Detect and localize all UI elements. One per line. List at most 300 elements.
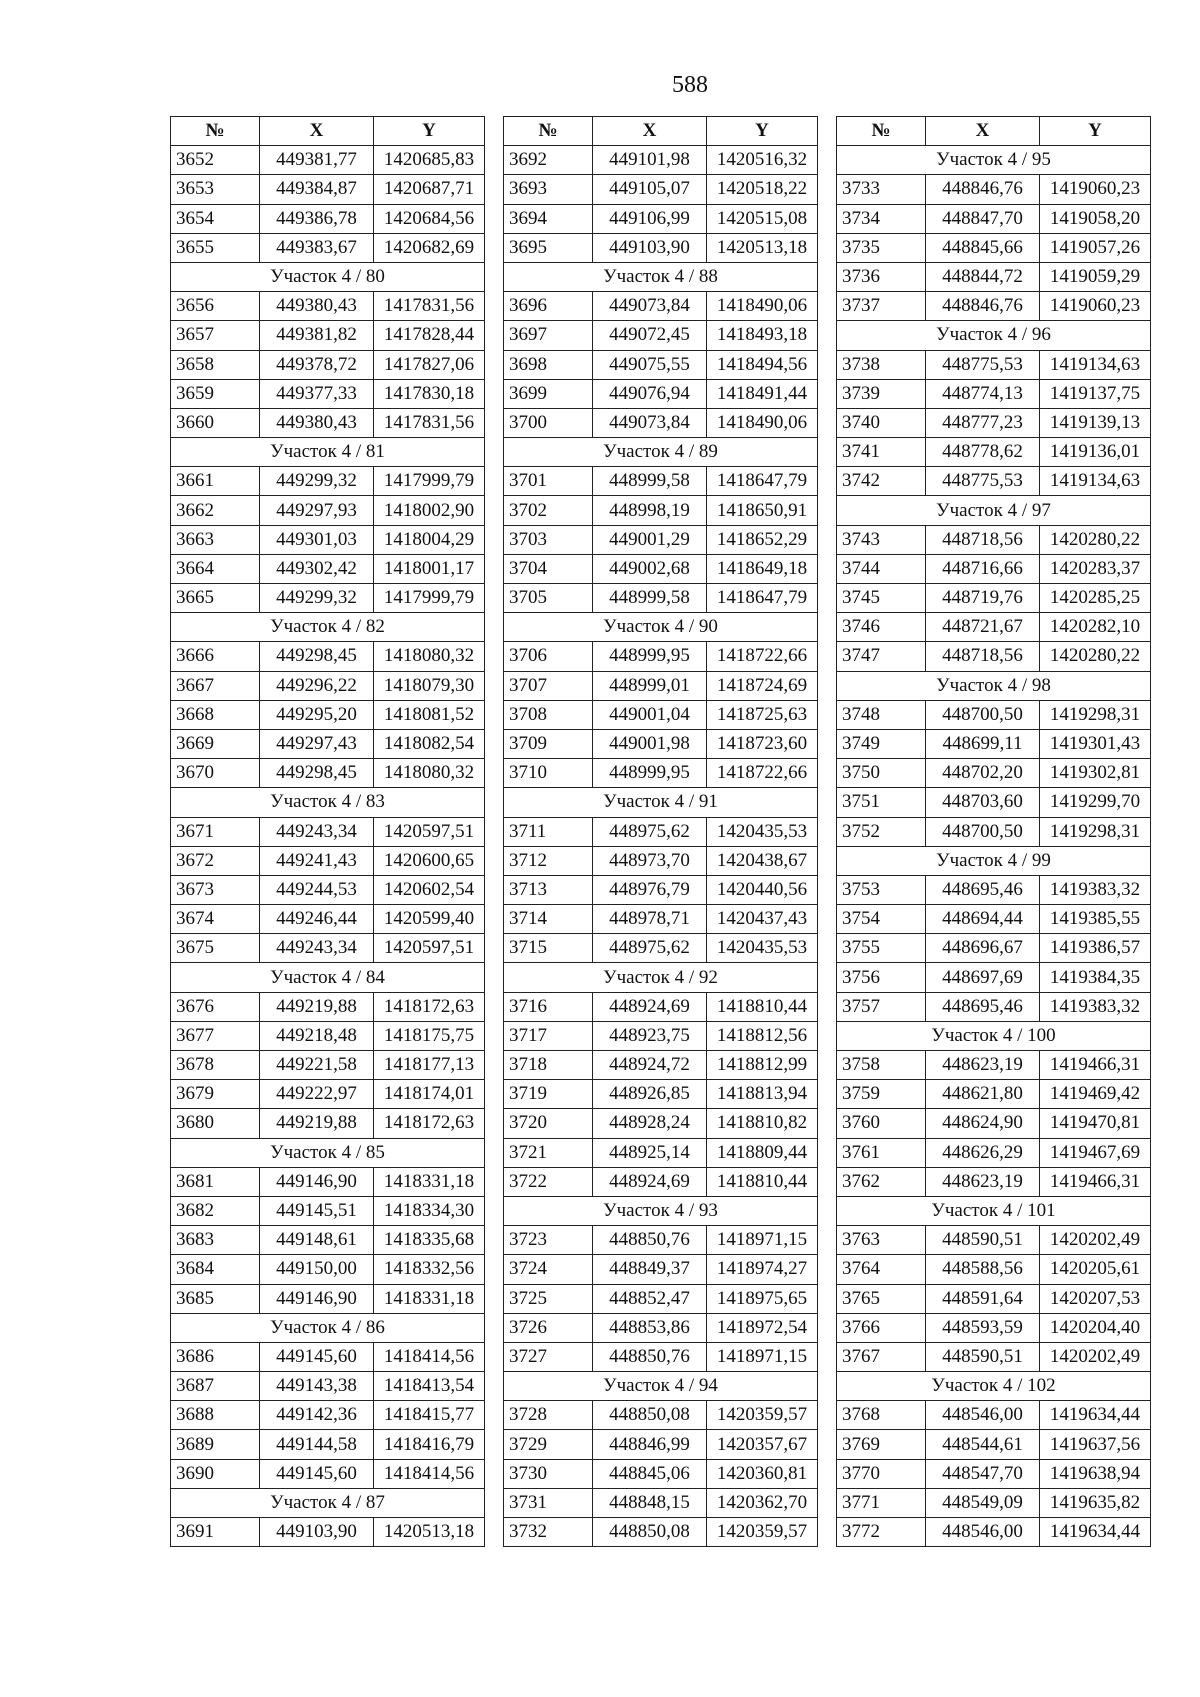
y-coordinate: 1418415,77 (374, 1401, 485, 1430)
table-row (837, 788, 1151, 817)
x-coordinate: 449386,78 (260, 204, 374, 233)
point-number: 3661 (171, 467, 260, 496)
y-coordinate: 1420440,56 (707, 875, 818, 904)
section-title: Участок 4 / 101 (837, 1196, 1151, 1225)
point-number: 3691 (171, 1518, 260, 1547)
point-number: 3750 (837, 759, 926, 788)
table-row (171, 1430, 485, 1459)
x-coordinate: 448845,66 (926, 233, 1040, 262)
x-coordinate: 449384,87 (260, 175, 374, 204)
x-coordinate: 449146,90 (260, 1167, 374, 1196)
table-row (837, 700, 1151, 729)
point-number: 3769 (837, 1430, 926, 1459)
point-number: 3725 (504, 1284, 593, 1313)
table-row (504, 321, 818, 350)
point-number: 3697 (504, 321, 593, 350)
table-row (171, 759, 485, 788)
point-number: 3663 (171, 525, 260, 554)
x-coordinate: 448850,08 (593, 1518, 707, 1547)
y-coordinate: 1418001,17 (374, 554, 485, 583)
section-title: Участок 4 / 96 (837, 321, 1151, 350)
x-coordinate: 448973,70 (593, 846, 707, 875)
x-coordinate: 448703,60 (926, 788, 1040, 817)
section-title: Участок 4 / 81 (171, 438, 485, 467)
x-coordinate: 448850,08 (593, 1401, 707, 1430)
table-row (504, 700, 818, 729)
table-row (837, 379, 1151, 408)
point-number: 3652 (171, 146, 260, 175)
point-number: 3722 (504, 1167, 593, 1196)
table-row (837, 554, 1151, 583)
table-row (837, 613, 1151, 642)
x-coordinate: 449001,04 (593, 700, 707, 729)
point-number: 3673 (171, 875, 260, 904)
x-coordinate: 449075,55 (593, 350, 707, 379)
y-coordinate: 1419634,44 (1040, 1401, 1151, 1430)
table-row (504, 525, 818, 554)
y-coordinate: 1417830,18 (374, 379, 485, 408)
table-row (504, 992, 818, 1021)
y-coordinate: 1418174,01 (374, 1080, 485, 1109)
header-row (504, 117, 818, 146)
y-coordinate: 1420435,53 (707, 934, 818, 963)
table-row (837, 759, 1151, 788)
point-number: 3754 (837, 905, 926, 934)
y-coordinate: 1418813,94 (707, 1080, 818, 1109)
section-title: Участок 4 / 102 (837, 1372, 1151, 1401)
section-row (504, 262, 818, 291)
point-number: 3738 (837, 350, 926, 379)
point-number: 3749 (837, 729, 926, 758)
section-row (171, 1138, 485, 1167)
y-coordinate: 1418971,15 (707, 1226, 818, 1255)
y-coordinate: 1419470,81 (1040, 1109, 1151, 1138)
table-row (837, 729, 1151, 758)
y-coordinate: 1418810,44 (707, 1167, 818, 1196)
y-coordinate: 1420359,57 (707, 1401, 818, 1430)
point-number: 3707 (504, 671, 593, 700)
x-coordinate: 448923,75 (593, 1021, 707, 1050)
y-coordinate: 1419058,20 (1040, 204, 1151, 233)
point-number: 3672 (171, 846, 260, 875)
table-row (504, 350, 818, 379)
section-title: Участок 4 / 93 (504, 1196, 818, 1225)
point-number: 3714 (504, 905, 593, 934)
table-row (171, 1226, 485, 1255)
point-number: 3731 (504, 1488, 593, 1517)
point-number: 3713 (504, 875, 593, 904)
point-number: 3662 (171, 496, 260, 525)
table-row (171, 1372, 485, 1401)
x-coordinate: 448718,56 (926, 642, 1040, 671)
table-row (504, 1021, 818, 1050)
point-number: 3681 (171, 1167, 260, 1196)
table-row (171, 729, 485, 758)
y-coordinate: 1418080,32 (374, 759, 485, 788)
x-coordinate: 449103,90 (593, 233, 707, 262)
y-coordinate: 1420516,32 (707, 146, 818, 175)
y-coordinate: 1419384,35 (1040, 963, 1151, 992)
x-coordinate: 449298,45 (260, 642, 374, 671)
section-row (171, 1488, 485, 1517)
x-coordinate: 448716,66 (926, 554, 1040, 583)
y-coordinate: 1418004,29 (374, 525, 485, 554)
table-row (837, 233, 1151, 262)
point-number: 3741 (837, 438, 926, 467)
point-number: 3709 (504, 729, 593, 758)
y-coordinate: 1419634,44 (1040, 1518, 1151, 1547)
section-title: Участок 4 / 98 (837, 671, 1151, 700)
y-coordinate: 1417828,44 (374, 321, 485, 350)
point-number: 3752 (837, 817, 926, 846)
section-title: Участок 4 / 80 (171, 262, 485, 291)
point-number: 3758 (837, 1051, 926, 1080)
x-coordinate: 448777,23 (926, 408, 1040, 437)
y-coordinate: 1418079,30 (374, 671, 485, 700)
section-row (171, 262, 485, 291)
y-coordinate: 1420513,18 (707, 233, 818, 262)
y-coordinate: 1418491,44 (707, 379, 818, 408)
section-row (171, 788, 485, 817)
x-coordinate: 448699,11 (926, 729, 1040, 758)
y-coordinate: 1418331,18 (374, 1284, 485, 1313)
point-number: 3742 (837, 467, 926, 496)
x-header: X (593, 117, 707, 146)
y-coordinate: 1418809,44 (707, 1138, 818, 1167)
point-number: 3729 (504, 1430, 593, 1459)
x-coordinate: 449103,90 (260, 1518, 374, 1547)
table-row (504, 1284, 818, 1313)
x-coordinate: 449302,42 (260, 554, 374, 583)
table-row (171, 1109, 485, 1138)
section-row (837, 321, 1151, 350)
point-number: 3737 (837, 292, 926, 321)
point-number: 3669 (171, 729, 260, 758)
table-row (171, 292, 485, 321)
y-coordinate: 1418810,44 (707, 992, 818, 1021)
x-coordinate: 449296,22 (260, 671, 374, 700)
table-row (837, 350, 1151, 379)
point-number: 3674 (171, 905, 260, 934)
point-number: 3710 (504, 759, 593, 788)
y-coordinate: 1420202,49 (1040, 1226, 1151, 1255)
table-row (171, 1196, 485, 1225)
table-row (504, 1167, 818, 1196)
y-coordinate: 1420518,22 (707, 175, 818, 204)
point-number: 3734 (837, 204, 926, 233)
table-row (504, 584, 818, 613)
point-number: 3757 (837, 992, 926, 1021)
point-number: 3745 (837, 584, 926, 613)
table-row (837, 292, 1151, 321)
section-title: Участок 4 / 100 (837, 1021, 1151, 1050)
y-coordinate: 1420285,25 (1040, 584, 1151, 613)
x-coordinate: 448774,13 (926, 379, 1040, 408)
y-coordinate: 1419302,81 (1040, 759, 1151, 788)
table-row (837, 175, 1151, 204)
point-number: 3664 (171, 554, 260, 583)
x-coordinate: 448621,80 (926, 1080, 1040, 1109)
x-coordinate: 448848,15 (593, 1488, 707, 1517)
table-row (837, 1226, 1151, 1255)
x-coordinate: 449222,97 (260, 1080, 374, 1109)
point-number: 3756 (837, 963, 926, 992)
x-coordinate: 449076,94 (593, 379, 707, 408)
table-row (504, 671, 818, 700)
y-coordinate: 1418493,18 (707, 321, 818, 350)
x-coordinate: 448590,51 (926, 1342, 1040, 1371)
table-row (837, 1051, 1151, 1080)
point-number: 3702 (504, 496, 593, 525)
x-coordinate: 448719,76 (926, 584, 1040, 613)
y-coordinate: 1420599,40 (374, 905, 485, 934)
x-coordinate: 449378,72 (260, 350, 374, 379)
x-coordinate: 449072,45 (593, 321, 707, 350)
y-coordinate: 1418971,15 (707, 1342, 818, 1371)
x-coordinate: 449146,90 (260, 1284, 374, 1313)
x-coordinate: 449299,32 (260, 584, 374, 613)
x-header: X (260, 117, 374, 146)
y-coordinate: 1418649,18 (707, 554, 818, 583)
y-coordinate: 1419301,43 (1040, 729, 1151, 758)
table-row (504, 496, 818, 525)
table-row (837, 817, 1151, 846)
y-coordinate: 1419299,70 (1040, 788, 1151, 817)
y-coordinate: 1418414,56 (374, 1342, 485, 1371)
y-coordinate: 1420437,43 (707, 905, 818, 934)
x-coordinate: 449001,29 (593, 525, 707, 554)
table-row (837, 467, 1151, 496)
x-coordinate: 449244,53 (260, 875, 374, 904)
table-row (171, 1401, 485, 1430)
table-row (171, 875, 485, 904)
x-coordinate: 448850,76 (593, 1342, 707, 1371)
table-row (837, 992, 1151, 1021)
table-row (837, 1313, 1151, 1342)
point-number: 3762 (837, 1167, 926, 1196)
y-coordinate: 1420515,08 (707, 204, 818, 233)
point-number: 3715 (504, 934, 593, 963)
x-coordinate: 449381,82 (260, 321, 374, 350)
point-number: 3768 (837, 1401, 926, 1430)
table-row (504, 146, 818, 175)
table-row (504, 1342, 818, 1371)
y-coordinate: 1420685,83 (374, 146, 485, 175)
point-number: 3705 (504, 584, 593, 613)
x-coordinate: 448845,06 (593, 1459, 707, 1488)
y-coordinate: 1420280,22 (1040, 525, 1151, 554)
x-coordinate: 449295,20 (260, 700, 374, 729)
table-row (837, 584, 1151, 613)
table-row (171, 350, 485, 379)
y-coordinate: 1419466,31 (1040, 1051, 1151, 1080)
point-number: 3655 (171, 233, 260, 262)
table-row (504, 1226, 818, 1255)
point-number: 3716 (504, 992, 593, 1021)
table-row (837, 905, 1151, 934)
x-coordinate: 449298,45 (260, 759, 374, 788)
x-coordinate: 449297,93 (260, 496, 374, 525)
x-coordinate: 448721,67 (926, 613, 1040, 642)
table-row (837, 1488, 1151, 1517)
y-coordinate: 1420359,57 (707, 1518, 818, 1547)
point-number: 3665 (171, 584, 260, 613)
x-coordinate: 449001,98 (593, 729, 707, 758)
y-coordinate: 1418647,79 (707, 467, 818, 496)
section-row (837, 671, 1151, 700)
x-coordinate: 448924,69 (593, 1167, 707, 1196)
x-coordinate: 448775,53 (926, 467, 1040, 496)
x-coordinate: 449150,00 (260, 1255, 374, 1284)
point-number: 3677 (171, 1021, 260, 1050)
x-coordinate: 448696,67 (926, 934, 1040, 963)
table-row (171, 1284, 485, 1313)
x-coordinate: 449106,99 (593, 204, 707, 233)
x-coordinate: 448624,90 (926, 1109, 1040, 1138)
x-coordinate: 448846,99 (593, 1430, 707, 1459)
point-number: 3736 (837, 262, 926, 291)
x-coordinate: 449145,60 (260, 1342, 374, 1371)
y-coordinate: 1418724,69 (707, 671, 818, 700)
y-coordinate: 1419635,82 (1040, 1488, 1151, 1517)
point-number: 3670 (171, 759, 260, 788)
section-row (504, 788, 818, 817)
point-number: 3733 (837, 175, 926, 204)
section-row (504, 438, 818, 467)
table-row (504, 1488, 818, 1517)
point-number: 3658 (171, 350, 260, 379)
table-row (171, 934, 485, 963)
table-row (837, 1080, 1151, 1109)
table-row (171, 642, 485, 671)
section-title: Участок 4 / 82 (171, 613, 485, 642)
y-coordinate: 1420435,53 (707, 817, 818, 846)
page-number: 588 (672, 72, 708, 98)
x-coordinate: 448975,62 (593, 817, 707, 846)
x-coordinate: 448700,50 (926, 817, 1040, 846)
y-coordinate: 1418975,65 (707, 1284, 818, 1313)
y-coordinate: 1418725,63 (707, 700, 818, 729)
y-coordinate: 1417999,79 (374, 467, 485, 496)
table-row (171, 584, 485, 613)
table-row (171, 700, 485, 729)
y-coordinate: 1418810,82 (707, 1109, 818, 1138)
x-coordinate: 448590,51 (926, 1226, 1040, 1255)
section-row (837, 1372, 1151, 1401)
x-coordinate: 449301,03 (260, 525, 374, 554)
coordinates-table-3 (836, 116, 1151, 1547)
point-number: 3667 (171, 671, 260, 700)
x-coordinate: 448588,56 (926, 1255, 1040, 1284)
table-row (504, 1255, 818, 1284)
point-number: 3695 (504, 233, 593, 262)
point-number: 3726 (504, 1313, 593, 1342)
section-row (504, 963, 818, 992)
y-header: Y (707, 117, 818, 146)
point-number: 3755 (837, 934, 926, 963)
x-coordinate: 448846,76 (926, 175, 1040, 204)
table-row (171, 233, 485, 262)
y-coordinate: 1418081,52 (374, 700, 485, 729)
x-coordinate: 448928,24 (593, 1109, 707, 1138)
table-row (171, 525, 485, 554)
section-title: Участок 4 / 89 (504, 438, 818, 467)
x-coordinate: 448546,00 (926, 1401, 1040, 1430)
table-row (171, 671, 485, 700)
point-number: 3730 (504, 1459, 593, 1488)
x-coordinate: 448978,71 (593, 905, 707, 934)
x-coordinate: 449243,34 (260, 934, 374, 963)
point-number: 3708 (504, 700, 593, 729)
y-coordinate: 1418413,54 (374, 1372, 485, 1401)
table-row (504, 846, 818, 875)
y-coordinate: 1418416,79 (374, 1430, 485, 1459)
point-number: 3666 (171, 642, 260, 671)
point-number: 3700 (504, 408, 593, 437)
section-title: Участок 4 / 91 (504, 788, 818, 817)
table-row (504, 1401, 818, 1430)
point-number: 3701 (504, 467, 593, 496)
table-row (171, 1459, 485, 1488)
point-number: 3767 (837, 1342, 926, 1371)
point-number: 3680 (171, 1109, 260, 1138)
x-coordinate: 448976,79 (593, 875, 707, 904)
point-number: 3728 (504, 1401, 593, 1430)
table-row (837, 1342, 1151, 1371)
y-coordinate: 1420282,10 (1040, 613, 1151, 642)
table-row (504, 408, 818, 437)
x-coordinate: 448999,95 (593, 642, 707, 671)
section-row (171, 438, 485, 467)
point-number: 3732 (504, 1518, 593, 1547)
table-row (837, 1518, 1151, 1547)
x-coordinate: 448853,86 (593, 1313, 707, 1342)
point-number: 3718 (504, 1051, 593, 1080)
y-coordinate: 1418723,60 (707, 729, 818, 758)
section-row (171, 613, 485, 642)
point-number: 3659 (171, 379, 260, 408)
section-title: Участок 4 / 86 (171, 1313, 485, 1342)
y-coordinate: 1418414,56 (374, 1459, 485, 1488)
point-number: 3761 (837, 1138, 926, 1167)
section-title: Участок 4 / 95 (837, 146, 1151, 175)
y-coordinate: 1418812,99 (707, 1051, 818, 1080)
y-coordinate: 1420602,54 (374, 875, 485, 904)
point-number: 3771 (837, 1488, 926, 1517)
table-row (837, 525, 1151, 554)
y-coordinate: 1420205,61 (1040, 1255, 1151, 1284)
point-number: 3678 (171, 1051, 260, 1080)
table-row (837, 875, 1151, 904)
x-coordinate: 448847,70 (926, 204, 1040, 233)
point-number: 3660 (171, 408, 260, 437)
point-number: 3739 (837, 379, 926, 408)
point-number: 3698 (504, 350, 593, 379)
y-coordinate: 1418652,29 (707, 525, 818, 554)
y-coordinate: 1419386,57 (1040, 934, 1151, 963)
table-row (504, 175, 818, 204)
x-coordinate: 448852,47 (593, 1284, 707, 1313)
point-number: 3679 (171, 1080, 260, 1109)
section-title: Участок 4 / 90 (504, 613, 818, 642)
x-coordinate: 448975,62 (593, 934, 707, 963)
y-coordinate: 1418494,56 (707, 350, 818, 379)
y-coordinate: 1418647,79 (707, 584, 818, 613)
table-row (504, 875, 818, 904)
section-title: Участок 4 / 92 (504, 963, 818, 992)
point-number: 3727 (504, 1342, 593, 1371)
x-coordinate: 449142,36 (260, 1401, 374, 1430)
